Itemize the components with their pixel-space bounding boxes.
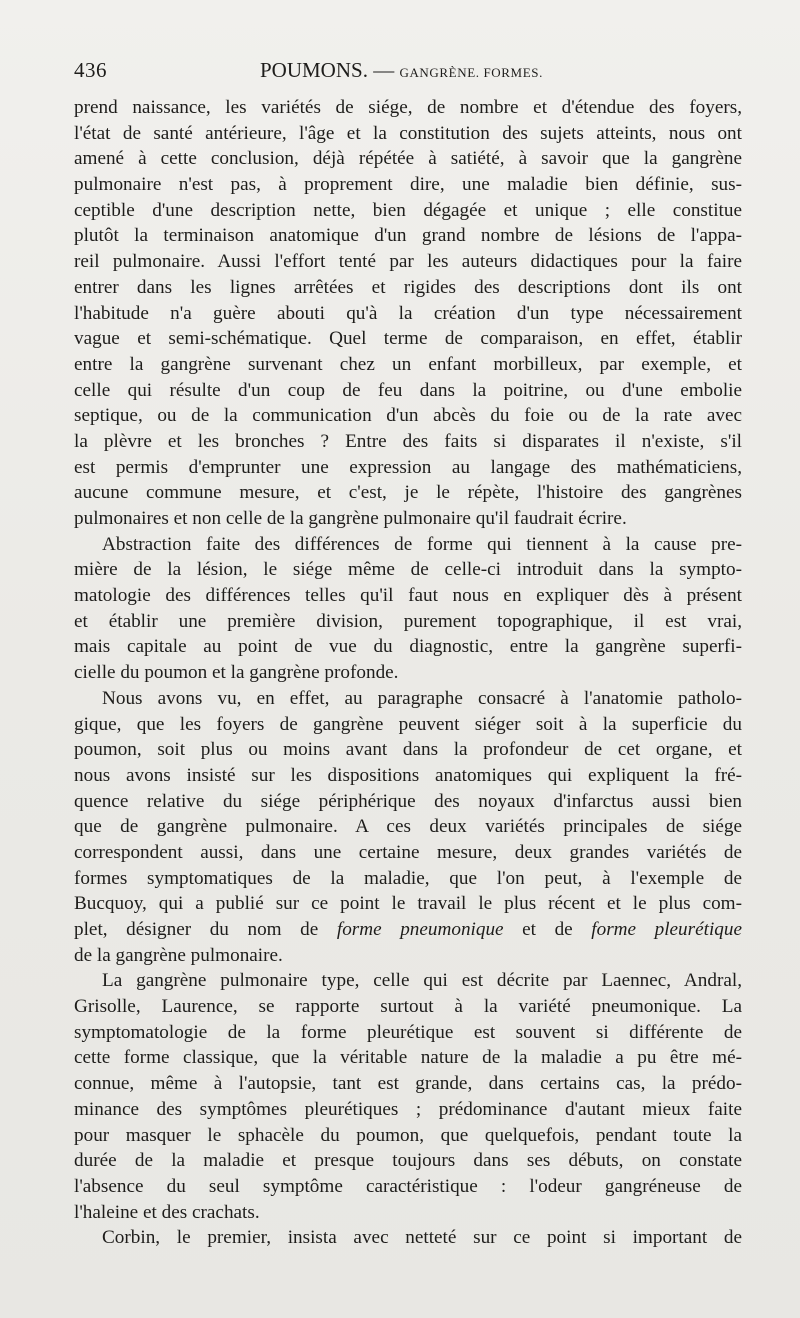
text-line: l'état de santé antérieure, l'âge et la constitution des sujets atteints, nous ont xyxy=(74,122,742,144)
text-line: formes symptomatiques de la maladie, que l'on peut, à l'exemple de xyxy=(74,867,742,889)
italic-term-pneumonic: forme pneumonique xyxy=(336,919,504,940)
text-line: connue, même à l'autopsie, tant est grande, dans certains cas, la prédo- xyxy=(74,1073,742,1095)
text-line: et établir une première division, purement topographique, il est vrai, xyxy=(74,610,742,632)
text-line: Bucquoy, qui a publié sur ce point le travail le plus récent et le plus com- xyxy=(74,893,742,915)
text-line: pulmonaire n'est pas, à proprement dire, une maladie bien définie, sus- xyxy=(74,174,742,196)
text-line: prend naissance, les variétés de siége, de nombre et d'étendue des foyers, xyxy=(74,97,742,118)
text-line: pour masquer le sphacèle du poumon, que quelquefois, pendant toute la xyxy=(74,1124,742,1146)
text-line: gique, que les foyers de gangrène peuvent siéger soit à la superficie du xyxy=(74,713,742,735)
text-line: cielle du poumon et la gangrène profonde. xyxy=(74,662,399,684)
text-line: aucune commune mesure, et c'est, je le répète, l'histoire des gangrènes xyxy=(74,482,742,504)
text-line: la plèvre et les bronches ? Entre des faits si disparates il n'existe, s'il xyxy=(74,430,742,452)
text-line: Abstraction faite des différences de forme qui tiennent à la cause pre- xyxy=(102,533,742,555)
text-line: mière de la lésion, le siége même de celle-ci introduit dans la sympto- xyxy=(74,559,742,581)
text-line: l'habitude n'a guère abouti qu'à la création d'un type nécessairement xyxy=(74,302,742,324)
text-segment: plet, désigner du nom de xyxy=(74,919,319,940)
text-line: symptomatologie de la forme pleurétique est souvent si différente de xyxy=(74,1021,742,1043)
text-line: reil pulmonaire. Aussi l'effort tenté par les auteurs didactiques pour la faire xyxy=(74,251,742,273)
text-line: matologie des différences telles qu'il faut nous en expliquer dès à présent xyxy=(74,585,742,607)
text-line: que de gangrène pulmonaire. A ces deux variétés principales de siége xyxy=(74,816,742,838)
text-line: pulmonaires et non celle de la gangrène pulmonaire qu'il faudrait écrire. xyxy=(74,508,627,529)
page-number: 436 xyxy=(74,58,107,82)
text-line: de la gangrène pulmonaire. xyxy=(74,944,283,966)
text-line: cette forme classique, que la véritable nature de la maladie a pu être mé- xyxy=(74,1047,742,1069)
text-line-with-italics xyxy=(74,917,742,943)
running-title-sub: GANGRÈNE. FORMES. xyxy=(399,65,543,80)
text-line: minance des symptômes pleurétiques ; prédominance d'autant mieux faite xyxy=(74,1098,742,1120)
page-header xyxy=(74,58,742,88)
text-line: entrer dans les lignes arrêtées et rigides des descriptions dont ils ont xyxy=(74,276,742,298)
text-line: correspondent aussi, dans une certaine mesure, deux grandes variétés de xyxy=(74,841,742,863)
text-line: durée de la maladie et presque toujours dans ses débuts, on constate xyxy=(74,1150,742,1172)
text-line: septique, ou de la communication d'un abcès du foie ou de la rate avec xyxy=(74,405,742,427)
running-title xyxy=(260,58,543,83)
text-line: vague et semi-schématique. Quel terme de comparaison, en effet, établir xyxy=(74,328,742,350)
text-line: l'absence du seul symptôme caractéristique : l'odeur gangréneuse de xyxy=(74,1175,742,1197)
text-line: Corbin, le premier, insista avec netteté sur ce point si important de xyxy=(102,1227,742,1249)
text-line: ceptible d'une description nette, bien dégagée et unique ; elle constitue xyxy=(74,199,742,221)
text-line: quence relative du siége périphérique des noyaux d'infarctus aussi bien xyxy=(74,790,742,812)
italic-term-pleuretic: forme pleurétique xyxy=(591,919,742,940)
running-title-main: POUMONS. — xyxy=(260,58,395,82)
text-line: l'haleine et des crachats. xyxy=(74,1201,260,1223)
text-line: Nous avons vu, en effet, au paragraphe consacré à l'anatomie patholo- xyxy=(102,687,742,709)
text-line: La gangrène pulmonaire type, celle qui est décrite par Laennec, Andral, xyxy=(102,970,742,992)
text-line: amené à cette conclusion, déjà répétée à satiété, à savoir que la gangrène xyxy=(74,148,742,170)
text-line: entre la gangrène survenant chez un enfant morbilleux, par exemple, et xyxy=(74,353,742,375)
text-line: poumon, soit plus ou moins avant dans la profondeur de cet organe, et xyxy=(74,739,742,761)
text-line: plutôt la terminaison anatomique d'un grand nombre de lésions de l'appa- xyxy=(74,225,742,247)
text-segment: et de xyxy=(522,919,573,940)
text-line: est permis d'emprunter une expression au langage des mathématiciens, xyxy=(74,456,742,478)
body-text xyxy=(74,95,742,1251)
text-line: celle qui résulte d'un coup de feu dans la poitrine, ou d'une embolie xyxy=(74,379,742,401)
text-line: Grisolle, Laurence, se rapporte surtout à la variété pneumonique. La xyxy=(74,996,742,1018)
text-line: mais capitale au point de vue du diagnostic, entre la gangrène superfi- xyxy=(74,636,742,658)
text-line: nous avons insisté sur les dispositions anatomiques qui expliquent la fré- xyxy=(74,764,742,786)
